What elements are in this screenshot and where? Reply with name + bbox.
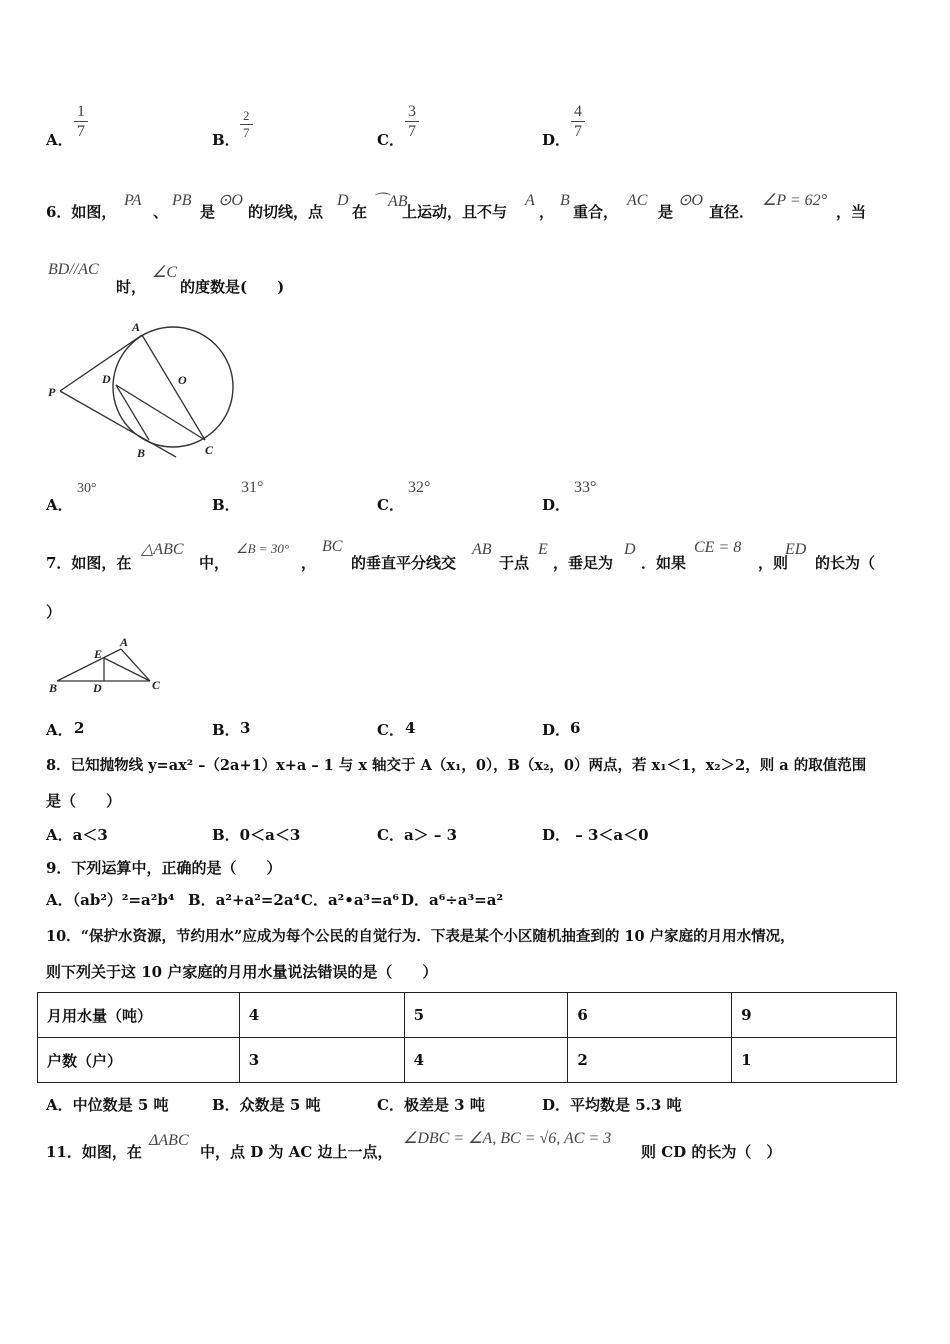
q7-text: 的长为（ bbox=[815, 554, 876, 572]
q7-option-a-label: A． bbox=[46, 721, 73, 739]
q6-option-c-label: C． bbox=[377, 496, 404, 514]
q5-option-b-fraction bbox=[240, 109, 253, 140]
q6-math: PB bbox=[172, 192, 192, 209]
q9-stem: 9．下列运算中，正确的是（ ） bbox=[46, 859, 282, 877]
q7-text: 的垂直平分线交 bbox=[351, 554, 457, 572]
q6-math: B bbox=[560, 192, 570, 209]
q7-math: CE = 8 bbox=[694, 539, 742, 556]
q6-math: PA bbox=[124, 192, 142, 209]
q5-option-c-label: C． bbox=[377, 131, 404, 149]
q8-option-c: C．a＞ – 3 bbox=[377, 826, 458, 844]
q7-option-c-label: C． bbox=[377, 721, 404, 739]
q6-math: ⊙O bbox=[678, 192, 703, 209]
q9-option-b: B．a²+a²=2a⁴ bbox=[188, 891, 301, 909]
q7-math: E bbox=[538, 541, 548, 558]
numerator: 3 bbox=[405, 103, 419, 122]
q11-math: ΔABC bbox=[149, 1132, 189, 1149]
q10-option-c: C．极差是 3 吨 bbox=[377, 1096, 485, 1114]
table-cell: 4 bbox=[404, 1038, 568, 1083]
q10-option-d: D．平均数是 5.3 吨 bbox=[542, 1096, 682, 1114]
q7-text: 于点 bbox=[499, 554, 530, 572]
q6-math: ∠P = 62° bbox=[762, 192, 828, 209]
q11-text: 中，点 D 为 AC 边上一点， bbox=[200, 1143, 393, 1161]
denominator: 7 bbox=[77, 123, 85, 140]
label-a: A bbox=[132, 320, 141, 334]
q7-option-c-value: 4 bbox=[405, 719, 416, 737]
q6-option-a-value: 30° bbox=[77, 481, 97, 496]
label-b: B bbox=[137, 446, 146, 460]
table-cell: 6 bbox=[568, 993, 732, 1038]
q6-text: 是 bbox=[200, 203, 216, 221]
q6-math: ⊙O bbox=[218, 192, 243, 209]
q10-stem-line2: 则下列关于这 10 户家庭的月用水量说法错误的是（ ） bbox=[46, 963, 438, 981]
numerator: 1 bbox=[74, 103, 88, 122]
q7-text: ， bbox=[301, 554, 317, 572]
q9-option-d: D．a⁶÷a³=a² bbox=[401, 891, 504, 909]
q10-option-a: A．中位数是 5 吨 bbox=[46, 1096, 169, 1114]
q6-text: 、 bbox=[153, 203, 169, 221]
q6-text: 直径． bbox=[709, 203, 755, 221]
q6-text: 是 bbox=[658, 203, 674, 221]
table-cell: 3 bbox=[239, 1038, 404, 1083]
table-cell: 2 bbox=[568, 1038, 732, 1083]
q6-math-arc: ⌒AB bbox=[372, 193, 408, 210]
q7-text: ．如果 bbox=[641, 554, 687, 572]
table-cell: 5 bbox=[404, 993, 568, 1038]
label-o: O bbox=[178, 373, 187, 387]
q6-text: 上运动，且不与 bbox=[402, 203, 508, 221]
q10-option-b: B．众数是 5 吨 bbox=[212, 1096, 321, 1114]
q5-option-a-fraction bbox=[74, 103, 88, 141]
water-usage-table bbox=[37, 992, 897, 1083]
label-c: C bbox=[205, 443, 214, 457]
q6-math: AC bbox=[627, 192, 648, 209]
numerator: 2 bbox=[240, 109, 253, 125]
q6-option-b-label: B． bbox=[212, 496, 240, 514]
q6-option-d-value: 33° bbox=[574, 479, 597, 496]
q8-option-d: D． – 3＜a＜0 bbox=[542, 826, 649, 844]
q7-math: D bbox=[624, 541, 636, 558]
table-cell: 9 bbox=[732, 993, 897, 1038]
q6-text: 6．如图， bbox=[46, 203, 117, 221]
q5-option-d-fraction bbox=[571, 103, 585, 141]
q11-math: ∠DBC = ∠A, BC = √6, AC = 3 bbox=[403, 1130, 612, 1147]
table-cell: 户数（户） bbox=[38, 1038, 240, 1083]
q8-stem-line1: 8．已知抛物线 y=ax² –（2a+1）x+a – 1 与 x 轴交于 A（x₁，0），B（x₂，0）两点，若 x₁＜1，x₂＞2，则 a 的取值范围 bbox=[46, 757, 867, 774]
q6-math: D bbox=[337, 192, 349, 209]
q10-stem-line1: 10．“保护水资源，节约用水”应成为每个公民的自觉行为．下表是某个小区随机抽查到的 10 户家庭的月用水情况， bbox=[46, 928, 795, 945]
q7-option-a-value: 2 bbox=[74, 719, 85, 737]
denominator: 7 bbox=[408, 123, 416, 140]
q6-option-d-label: D． bbox=[542, 496, 571, 514]
q6-text: 重合， bbox=[573, 203, 619, 221]
table-cell: 4 bbox=[239, 993, 404, 1038]
q8-stem-line2: 是（ ） bbox=[46, 792, 122, 810]
q6-option-b-value: 31° bbox=[241, 479, 264, 496]
q8-option-a: A．a＜3 bbox=[46, 826, 108, 844]
table-cell: 1 bbox=[732, 1038, 897, 1083]
q7-figure bbox=[46, 634, 172, 698]
tangent-pa bbox=[60, 335, 142, 391]
label-p: P bbox=[48, 385, 56, 399]
q7-text: ，则 bbox=[758, 554, 789, 572]
q6-text: ， bbox=[539, 203, 555, 221]
q9-option-c: C．a²•a³=a⁶ bbox=[301, 891, 399, 909]
q6-figure bbox=[44, 316, 244, 464]
label-d: D bbox=[93, 681, 102, 695]
q8-option-b: B．0＜a＜3 bbox=[212, 826, 301, 844]
q7-math: △ABC bbox=[141, 541, 184, 558]
q7-option-b-label: B． bbox=[212, 721, 240, 739]
segment-ac bbox=[121, 649, 150, 681]
q6-text: 的切线，点 bbox=[248, 203, 324, 221]
q5-option-c-fraction bbox=[405, 103, 419, 141]
label-a: A bbox=[120, 635, 129, 649]
q7-option-d-value: 6 bbox=[570, 719, 581, 737]
q6-text: 在 bbox=[352, 203, 368, 221]
table-row bbox=[38, 1038, 897, 1083]
q6-text: 的度数是( ) bbox=[180, 278, 285, 296]
table-row bbox=[38, 993, 897, 1038]
table-cell: 月用水量（吨） bbox=[38, 993, 240, 1038]
q7-text: ） bbox=[46, 603, 62, 621]
diameter-ac bbox=[142, 335, 205, 440]
q7-text: ，垂足为 bbox=[553, 554, 614, 572]
q7-option-b-value: 3 bbox=[240, 719, 251, 737]
q7-math: BC bbox=[322, 538, 343, 555]
q6-math: BD//AC bbox=[48, 261, 99, 278]
label-c: C bbox=[152, 678, 161, 692]
q9-option-a: A．（ab²）²=a²b⁴ bbox=[46, 891, 175, 909]
segment-ec bbox=[104, 658, 150, 681]
denominator: 7 bbox=[243, 125, 250, 140]
q5-option-a-label: A． bbox=[46, 131, 73, 149]
q6-text: 时， bbox=[116, 278, 147, 296]
q6-text: ，当 bbox=[836, 203, 867, 221]
segment-ba bbox=[57, 649, 121, 681]
q5-option-b-label: B． bbox=[212, 131, 240, 149]
label-d: D bbox=[102, 372, 111, 386]
q7-math: AB bbox=[472, 541, 492, 558]
q11-text: 11．如图，在 bbox=[46, 1143, 142, 1161]
tangent-pb bbox=[60, 391, 176, 457]
q6-option-c-value: 32° bbox=[408, 479, 431, 496]
numerator: 4 bbox=[571, 103, 585, 122]
q5-option-d-label: D． bbox=[542, 131, 571, 149]
denominator: 7 bbox=[574, 123, 582, 140]
q7-math: ∠B = 30° bbox=[236, 541, 290, 556]
label-e: E bbox=[94, 647, 103, 661]
q7-option-d-label: D． bbox=[542, 721, 571, 739]
q7-math: ED bbox=[785, 541, 807, 558]
q11-text: 则 CD 的长为（ ） bbox=[641, 1143, 782, 1161]
segment-dc bbox=[116, 385, 205, 440]
q7-text: 中， bbox=[199, 554, 230, 572]
q6-math: ∠C bbox=[152, 264, 178, 281]
q7-text: 7．如图，在 bbox=[46, 554, 132, 572]
q6-option-a-label: A． bbox=[46, 496, 73, 514]
q6-math: A bbox=[525, 192, 535, 209]
label-b: B bbox=[49, 681, 58, 695]
